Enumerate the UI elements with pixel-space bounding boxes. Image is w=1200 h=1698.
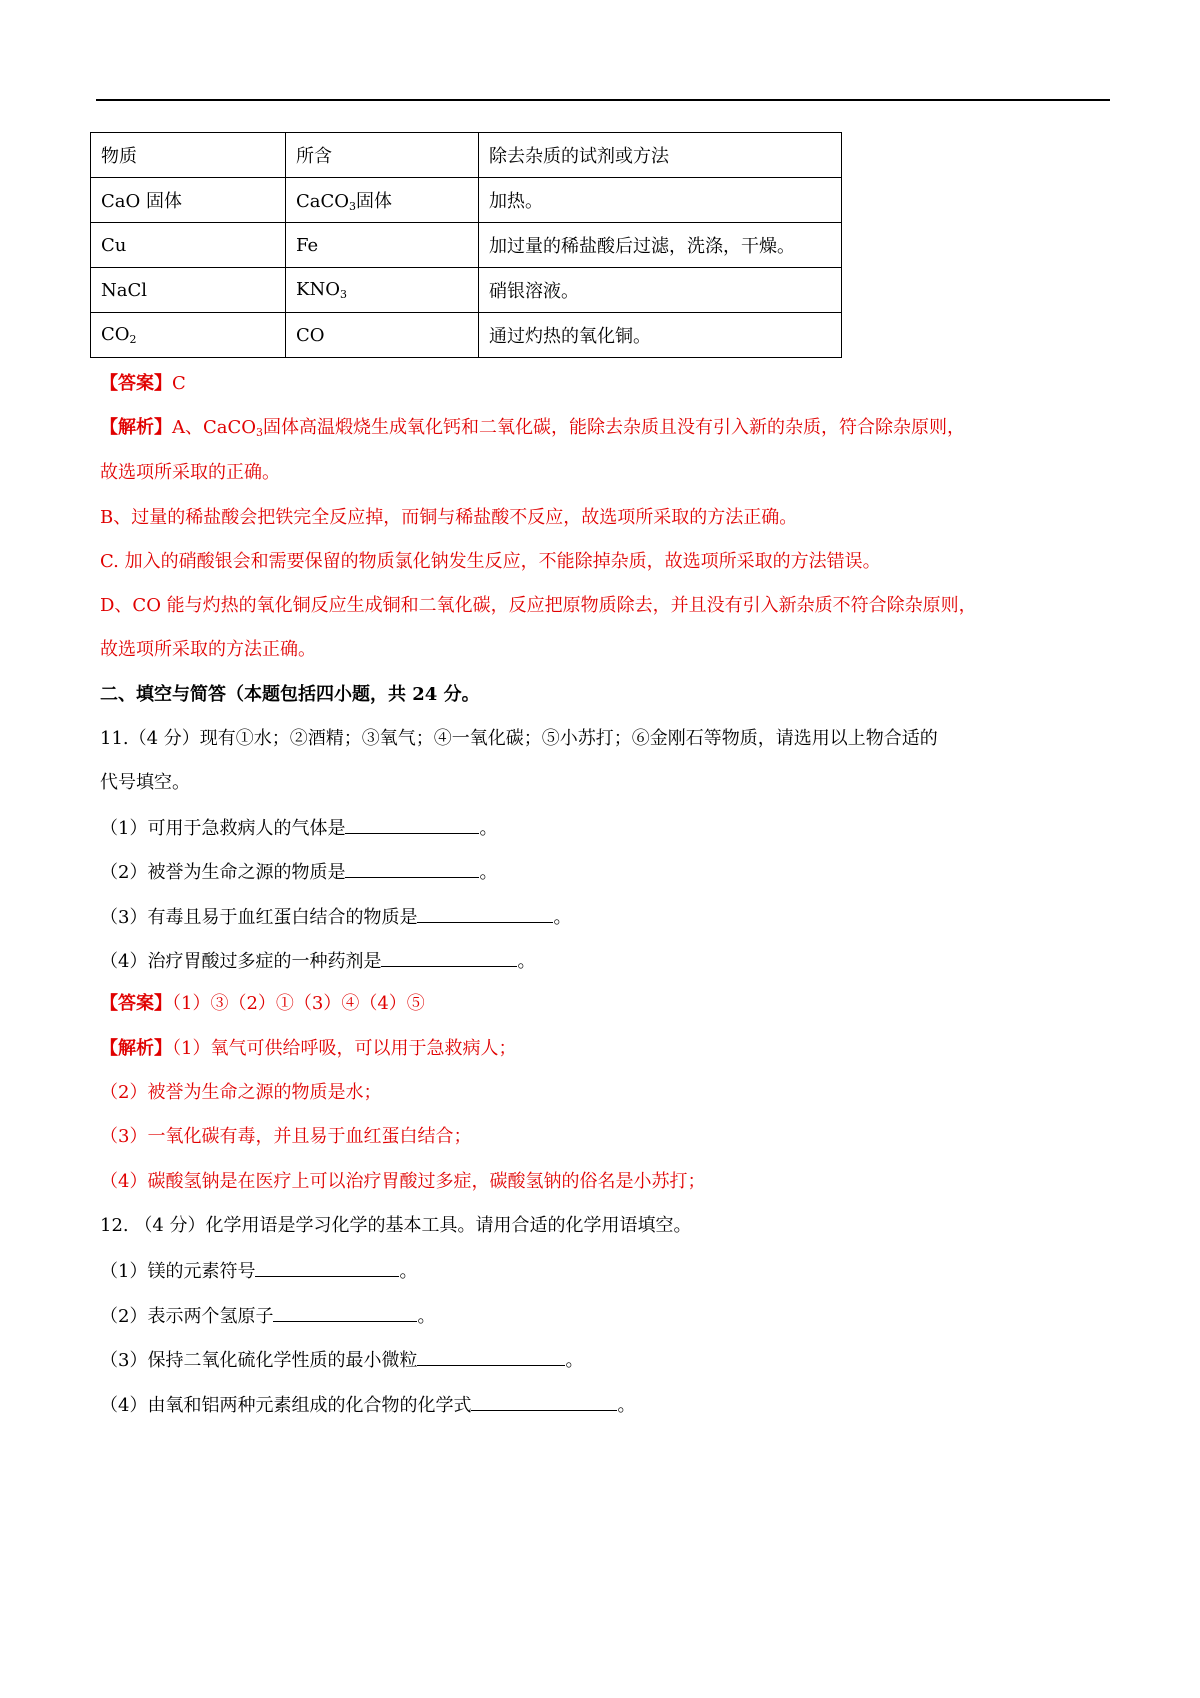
- answer-blank[interactable]: [345, 815, 479, 834]
- q12-item-3: （3）保持二氧化硫化学性质的最小微粒 。: [100, 1347, 583, 1373]
- header-rule: [96, 99, 1110, 101]
- table-header-cell: 物质: [91, 133, 286, 178]
- q12-item-1: （1）镁的元素符号 。: [100, 1258, 417, 1284]
- q10-answer: 【答案】C: [100, 373, 186, 394]
- impurity-cell: CO: [286, 313, 479, 358]
- q12-item-2: （2）表示两个氢原子 。: [100, 1303, 435, 1329]
- table-row: [91, 268, 842, 313]
- q10-analysis-b: B、过量的稀盐酸会把铁完全反应掉，而铜与稀盐酸不反应，故选项所采取的方法正确。: [100, 507, 798, 528]
- method-cell: 加热。: [479, 178, 842, 223]
- q11-analysis-3: （3）一氧化碳有毒，并且易于血红蛋白结合；: [100, 1126, 472, 1147]
- q12-stem: 12. （4 分）化学用语是学习化学的基本工具。请用合适的化学用语填空。: [100, 1215, 692, 1236]
- q11-stem: 11.（4 分）现有①水；②酒精；③氧气；④一氧化碳；⑤小苏打；⑥金刚石等物质，请选用以上物合适的: [100, 728, 938, 749]
- q11-item-4: （4）治疗胃酸过多症的一种药剂是 。: [100, 948, 535, 974]
- q10-analysis-d: D、CO 能与灼热的氧化铜反应生成铜和二氧化碳，反应把原物质除去，并且没有引入新杂质不符合除杂原则，: [100, 595, 977, 616]
- impurity-cell: $KNO_3$: [286, 268, 479, 313]
- section-title: 二、填空与简答（本题包括四小题，共 24 分。: [100, 684, 480, 705]
- substance-cell: Cu: [91, 223, 286, 268]
- q11-item-2: （2）被誉为生命之源的物质是 。: [100, 859, 497, 885]
- answer-blank[interactable]: [381, 948, 517, 967]
- q12-item-4: （4）由氧和铝两种元素组成的化合物的化学式 。: [100, 1392, 635, 1418]
- method-cell: 硝银溶液。: [479, 268, 842, 313]
- answer-blank[interactable]: [417, 1347, 565, 1366]
- answer-blank[interactable]: [255, 1258, 399, 1277]
- q10-analysis-a-line2: 故选项所采取的正确。: [100, 462, 280, 483]
- answer-blank[interactable]: [471, 1392, 617, 1411]
- q10-analysis-d-line2: 故选项所采取的方法正确。: [100, 639, 316, 660]
- table-row: [91, 313, 842, 358]
- substance-cell: CaO 固体: [91, 178, 286, 223]
- substance-cell: $CO_2$: [91, 313, 286, 358]
- answer-blank[interactable]: [417, 904, 553, 923]
- table-row: [91, 223, 842, 268]
- table-row: [91, 178, 842, 223]
- table-header-cell: 除去杂质的试剂或方法: [479, 133, 842, 178]
- substance-cell: NaCl: [91, 268, 286, 313]
- impurity-removal-table: [90, 132, 842, 358]
- answer-blank[interactable]: [273, 1303, 417, 1322]
- q11-item-3: （3）有毒且易于血红蛋白结合的物质是 。: [100, 904, 571, 930]
- table-header-cell: 所含: [286, 133, 479, 178]
- q11-analysis-2: （2）被誉为生命之源的物质是水；: [100, 1082, 382, 1103]
- method-cell: 加过量的稀盐酸后过滤，洗涤，干燥。: [479, 223, 842, 268]
- method-cell: 通过灼热的氧化铜。: [479, 313, 842, 358]
- q10-analysis-c: C. 加入的硝酸银会和需要保留的物质氯化钠发生反应，不能除掉杂质，故选项所采取的方法错误。: [100, 551, 881, 572]
- q11-analysis-4: （4）碳酸氢钠是在医疗上可以治疗胃酸过多症，碳酸氢钠的俗名是小苏打；: [100, 1171, 706, 1192]
- q11-answer: 【答案】（1）③（2）①（3）④（4）⑤: [100, 993, 425, 1014]
- table-header-row: [91, 133, 842, 178]
- answer-blank[interactable]: [345, 859, 479, 878]
- q11-item-1: （1）可用于急救病人的气体是 。: [100, 815, 497, 841]
- q11-stem-line2: 代号填空。: [100, 772, 190, 793]
- q11-analysis-1: 【解析】（1）氧气可供给呼吸，可以用于急救病人；: [100, 1038, 517, 1059]
- impurity-cell: Fe: [286, 223, 479, 268]
- q10-analysis-a: 【解析】A、CaCO$_3$固体高温煅烧生成氧化钙和二氧化碳，能除去杂质且没有引入新的杂质，符合除杂原则，: [100, 417, 966, 439]
- impurity-cell: CaCO$_3$固体: [286, 178, 479, 223]
